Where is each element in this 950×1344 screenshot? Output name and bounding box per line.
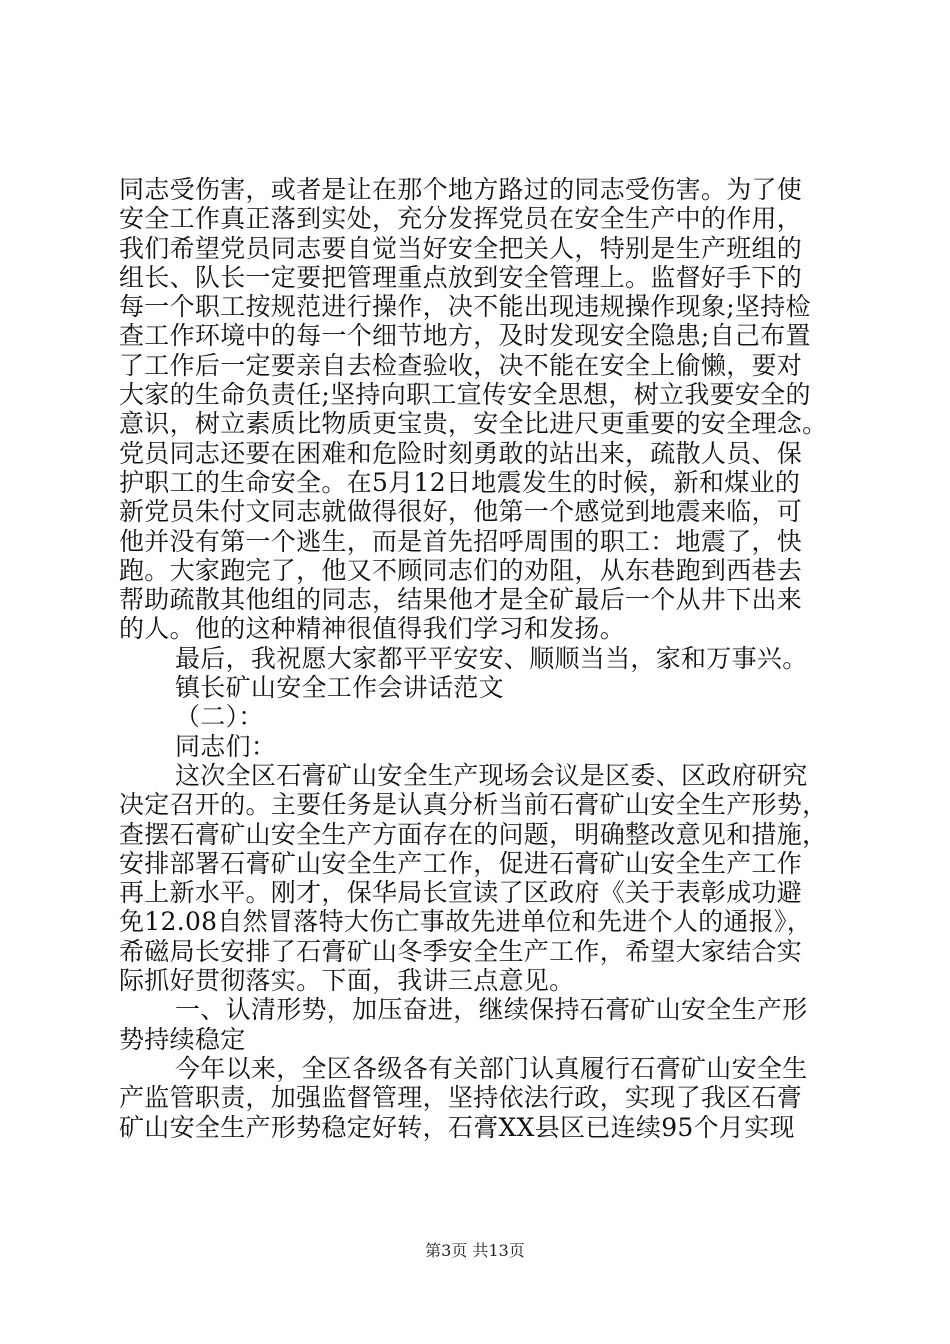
text-line: 再上新水平。刚才，保华局长宣读了区政府《关于表彰成功避 <box>119 878 803 908</box>
text-line: 党员同志还要在困难和危险时刻勇敢的站出来，疏散人员、保 <box>119 438 803 468</box>
text-line: 同志受伤害，或者是让在那个地方路过的同志受伤害。为了使 <box>119 175 803 204</box>
text-line: 安排部署石膏矿山安全生产工作，促进石膏矿山安全生产工作 <box>119 848 803 878</box>
text-line: 免12.08自然冒落特大伤亡事故先进单位和先进个人的通报》， <box>119 907 813 937</box>
text-line: 安全工作真正落到实处，充分发挥党员在安全生产中的作用， <box>119 204 803 234</box>
text-line: 一、认清形势，加压奋进，继续保持石膏矿山安全生产形 <box>175 995 808 1025</box>
document-body <box>119 175 839 1142</box>
text-line: 决定召开的。主要任务是认真分析当前石膏矿山安全生产形势， <box>119 790 828 820</box>
text-line: （二）： <box>175 702 264 732</box>
text-line: 最后，我祝愿大家都平平安安、顺顺当当，家和万事兴。 <box>175 643 808 673</box>
text-line: 帮助疏散其他组的同志，结果他才是全矿最后一个从井下出来 <box>119 585 803 615</box>
page-footer: 第3页 共13页 <box>425 1241 525 1260</box>
text-line: 查工作环境中的每一个细节地方，及时发现安全隐患;自己布置 <box>119 321 811 351</box>
text-line: 组长、队长一定要把管理重点放到安全管理上。监督好手下的 <box>119 262 803 292</box>
text-line: 了工作后一定要亲自去检查验收，决不能在安全上偷懒，要对 <box>119 350 803 380</box>
text-line: 今年以来，全区各级各有关部门认真履行石膏矿山安全生 <box>175 1053 808 1083</box>
text-line: 护职工的生命安全。在5月12日地震发生的时候，新和煤业的 <box>119 467 801 497</box>
text-line: 势持续稳定 <box>119 1024 246 1054</box>
text-line: 产监管职责，加强监督管理，坚持依法行政，实现了我区石膏 <box>119 1083 803 1113</box>
text-line: 每一个职工按规范进行操作，决不能出现违规操作现象;坚持检 <box>119 292 811 322</box>
text-line: 意识，树立素质比物质更宝贵，安全比进尺更重要的安全理念。 <box>119 409 828 439</box>
text-line: 跑。大家跑完了，他又不顾同志们的劝阻，从东巷跑到西巷去 <box>119 555 803 585</box>
text-line: 际抓好贯彻落实。下面，我讲三点意见。 <box>119 966 575 996</box>
text-line: 矿山安全生产形势稳定好转，石膏XX县区已连续95个月实现 <box>119 1112 795 1142</box>
text-line: 新党员朱付文同志就做得很好，他第一个感觉到地震来临，可 <box>119 497 803 527</box>
text-line: 同志们： <box>175 731 277 761</box>
text-line: 我们希望党员同志要自觉当好安全把关人，特别是生产班组的 <box>119 233 803 263</box>
text-line: 他并没有第一个逃生，而是首先招呼周围的职工：地震了，快 <box>119 526 803 556</box>
text-line: 这次全区石膏矿山安全生产现场会议是区委、区政府研究 <box>175 760 808 790</box>
text-line: 查摆石膏矿山安全生产方面存在的问题，明确整改意见和措施， <box>119 819 828 849</box>
text-line: 镇长矿山安全工作会讲话范文 <box>175 673 504 703</box>
text-line: 的人。他的这种精神很值得我们学习和发扬。 <box>119 614 626 644</box>
text-line: 大家的生命负责任;坚持向职工宣传安全思想，树立我要安全的 <box>119 380 811 410</box>
text-line: 希磁局长安排了石膏矿山冬季安全生产工作，希望大家结合实 <box>119 936 803 966</box>
